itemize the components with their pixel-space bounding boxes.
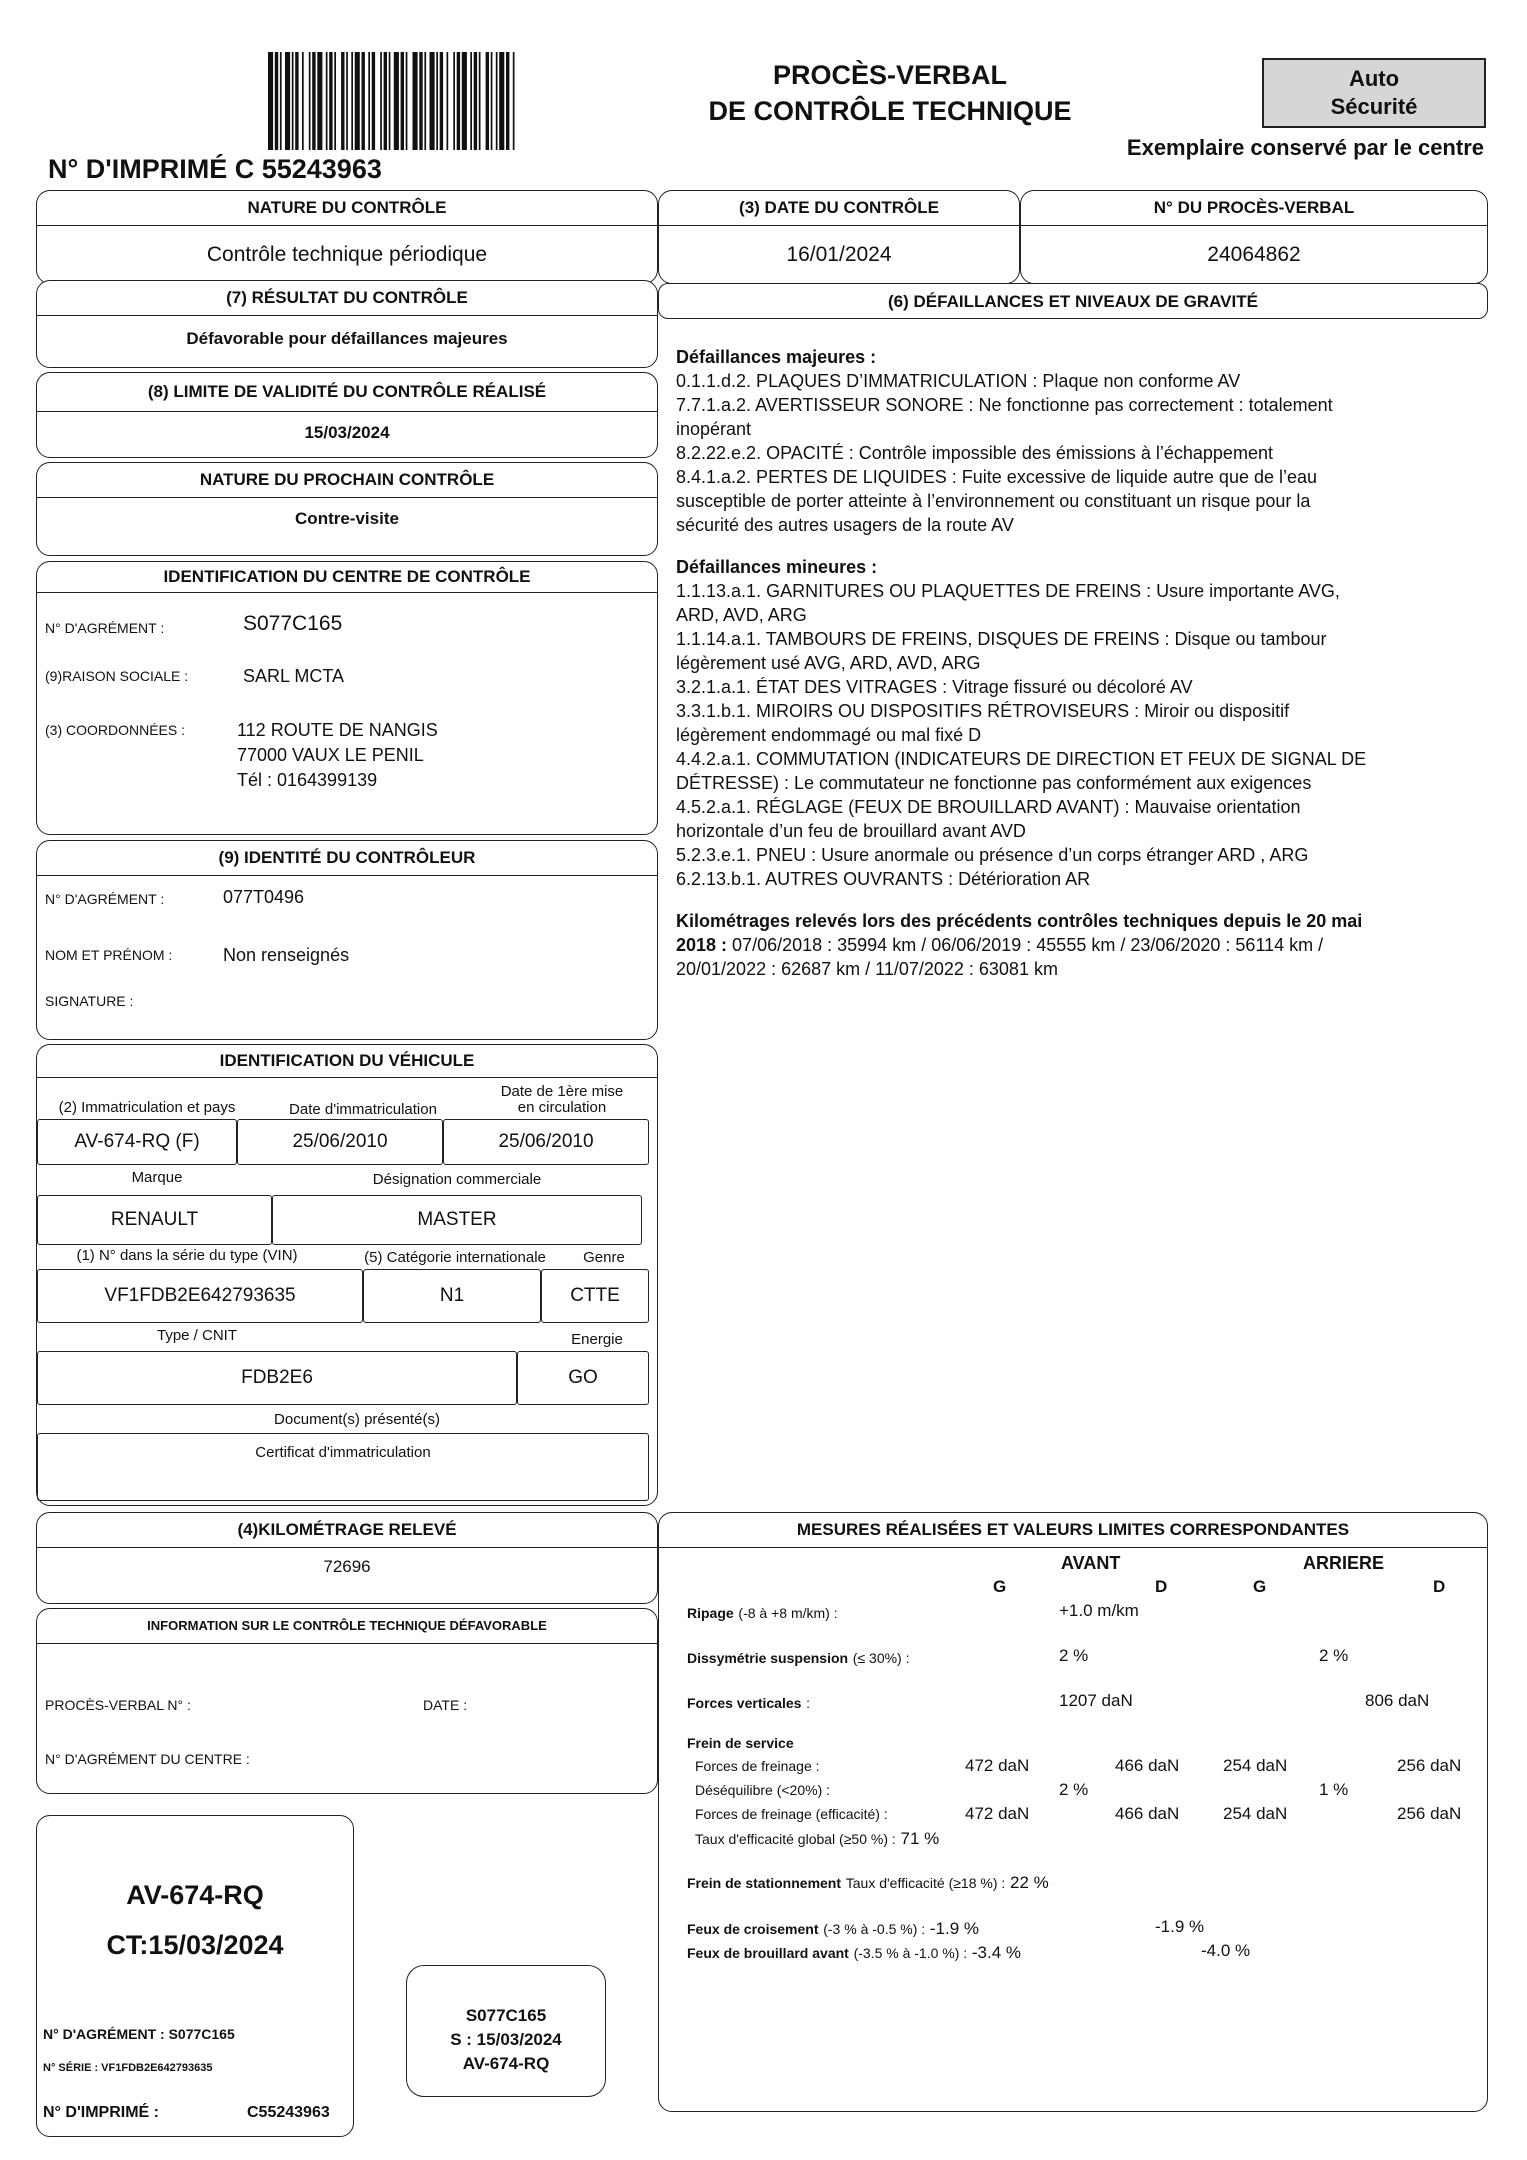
nature-controle-header: NATURE DU CONTRÔLE [37, 191, 657, 226]
barcode-bar [440, 52, 443, 150]
mineure-line: 3.2.1.a.1. ÉTAT DES VITRAGES : Vitrage fissuré ou décoloré AV [676, 677, 1193, 697]
immat-value: AV-674-RQ (F) [37, 1119, 237, 1165]
vin-label: (1) N° dans la série du type (VIN) [76, 1247, 298, 1264]
date-value: 16/01/2024 [786, 243, 892, 266]
barcode-bar [491, 52, 493, 150]
vignette-serie: N° SÉRIE : VF1FDB2E642793635 [43, 2062, 213, 2074]
nature-controle-value: Contrôle technique périodique [206, 243, 488, 266]
barcode-bar [479, 52, 481, 150]
ffe-ard: 256 daN [1397, 1804, 1462, 1823]
defaillances-content [676, 345, 1476, 981]
controleur-agrement-label: N° D'AGRÉMENT : [45, 891, 165, 907]
mineure-line: 6.2.13.b.1. AUTRES OUVRANTS : Détérioration AR [676, 869, 1091, 889]
controleur-nom-label: NOM ET PRÉNOM : [45, 947, 173, 963]
marque-value: RENAULT [37, 1195, 272, 1245]
resultat-value: Défavorable pour défaillances majeures [186, 329, 508, 348]
fv-avant: 1207 daN [1059, 1691, 1133, 1710]
arriere-header: ARRIERE [1303, 1553, 1385, 1573]
centre-raison: SARL MCTA [243, 666, 345, 686]
croise-d: -1.9 % [1155, 1917, 1205, 1936]
centre-agrement-label: N° D'AGRÉMENT : [45, 620, 165, 636]
barcode-bar [334, 52, 336, 150]
mineure-line: horizontale d’un feu de brouillard avant AVD [676, 821, 1026, 841]
resultat-box [36, 280, 658, 368]
barcode-bar [362, 52, 365, 150]
barcode-bar [268, 52, 273, 150]
documents-label: Document(s) présenté(s) [274, 1411, 440, 1428]
marque-label: Marque [131, 1169, 183, 1186]
barcode-bar [355, 52, 360, 150]
imprime-number: N° D'IMPRIMÉ C 55243963 [48, 154, 382, 184]
info-defav-header: INFORMATION SUR LE CONTRÔLE TECHNIQUE DÉFAVORABLE [37, 1609, 657, 1644]
barcode-bar [453, 52, 455, 150]
stat-row [687, 1873, 1049, 1893]
majeures-title: Défaillances majeures : [676, 347, 877, 367]
limite-header: (8) LIMITE DE VALIDITÉ DU CONTRÔLE RÉALISÉ [37, 373, 657, 412]
centre-addr2: 77000 VAUX LE PENIL [237, 745, 424, 765]
majeure-line: 0.1.1.d.2. PLAQUES D’IMMATRICULATION : Plaque non conforme AV [676, 371, 1241, 391]
stamp-box [406, 1965, 606, 2097]
mineures-title: Défaillances mineures : [676, 557, 878, 577]
barcode-bar [309, 52, 311, 150]
ripage-row [687, 1603, 838, 1623]
ffe-arg: 254 daN [1223, 1804, 1288, 1823]
barcode [268, 52, 518, 150]
fv-row [687, 1693, 810, 1713]
prochain-header: NATURE DU PROCHAIN CONTRÔLE [37, 463, 657, 498]
stat-limit: Taux d'efficacité (≥18 %) : [845, 1875, 1006, 1891]
ff-arg: 254 daN [1223, 1756, 1288, 1775]
dissym-limit: (≤ 30%) : [852, 1650, 910, 1666]
stat-label: Frein de stationnement [687, 1875, 842, 1891]
barcode-bar [430, 52, 435, 150]
barcode-bar [499, 52, 504, 150]
centre-addr1: 112 ROUTE DE NANGIS [237, 720, 438, 740]
premiere-label-1: Date de 1ère mise [500, 1083, 624, 1100]
pv-box [1020, 190, 1488, 284]
mineure-line: légèrement endommagé ou mal fixé D [676, 725, 982, 745]
vehicule-box [36, 1044, 658, 1506]
majeure-line: inopérant [676, 419, 752, 439]
defaillances-header-box [658, 283, 1488, 319]
vignette-box [36, 1815, 354, 2137]
barcode-bar [406, 52, 408, 150]
vignette-ct: CT:15/03/2024 [106, 1930, 284, 1960]
vignette-imprime: C55243963 [247, 2104, 330, 2121]
mineure-line: 3.3.1.b.1. MIROIRS OU DISPOSITIFS RÉTROVISEURS : Miroir ou dispositif [676, 701, 1290, 721]
majeure-line: 7.7.1.a.2. AVERTISSEUR SONORE : Ne fonctionne pas correctement : totalement [676, 395, 1333, 415]
limite-box [36, 372, 658, 458]
brouill-label: Feux de brouillard avant [687, 1945, 849, 1961]
page-title-line2: DE CONTRÔLE TECHNIQUE [708, 96, 1072, 126]
centre-header: IDENTIFICATION DU CENTRE DE CONTRÔLE [37, 562, 657, 593]
prochain-value: Contre-visite [295, 509, 399, 528]
centre-agrement: S077C165 [243, 612, 343, 635]
centre-box [36, 561, 658, 835]
ffe-avd: 466 daN [1115, 1804, 1180, 1823]
stamp-line3: AV-674-RQ [462, 2054, 550, 2073]
croise-row [687, 1919, 979, 1939]
mineure-line: 1.1.14.a.1. TAMBOURS DE FREINS, DISQUES DE FREINS : Disque ou tambour [676, 629, 1327, 649]
barcode-bar [394, 52, 399, 150]
majeure-line: 8.4.1.a.2. PERTES DE LIQUIDES : Fuite excessive de liquide autre que de l’eau [676, 467, 1318, 487]
ff-label: Forces de freinage : [695, 1758, 820, 1774]
avant-g: G [993, 1577, 1007, 1596]
date-immat-value: 25/06/2010 [237, 1119, 443, 1165]
ripage-label: Ripage [687, 1605, 734, 1621]
barcode-bar [513, 52, 515, 150]
premiere-value: 25/06/2010 [443, 1119, 649, 1165]
barcode-bar [447, 52, 449, 150]
barcode-bar [302, 52, 304, 150]
controleur-header: (9) IDENTITÉ DU CONTRÔLEUR [37, 841, 657, 876]
brand-line2: Sécurité [1330, 94, 1418, 119]
limite-value: 15/03/2024 [304, 423, 390, 442]
mineure-line: 1.1.13.a.1. GARNITURES OU PLAQUETTES DE FREINS : Usure importante AVG, [676, 581, 1340, 601]
vignette-imprime-label: N° D'IMPRIMÉ : [43, 2104, 159, 2121]
barcode-bar [275, 52, 278, 150]
dissym-row [687, 1648, 910, 1668]
brouill-limit: (-3.5 % à -1.0 %) : [853, 1945, 968, 1961]
controleur-agrement: 077T0496 [223, 887, 305, 907]
fs-label: Frein de service [687, 1735, 794, 1751]
type-label: Type / CNIT [156, 1327, 238, 1344]
barcode-bar [368, 52, 370, 150]
brouill-row [687, 1943, 1021, 1963]
barcode-bar [424, 52, 426, 150]
mineure-line: 5.2.3.e.1. PNEU : Usure anormale ou présence d’un corps étranger ARD , ARG [676, 845, 1309, 865]
energie-label: Energie [571, 1331, 623, 1348]
km-history-line2: 20/01/2022 : 62687 km / 11/07/2022 : 63081 km [676, 959, 1058, 979]
designation-value: MASTER [272, 1195, 642, 1245]
majeure-line: sécurité des autres usagers de la route AV [676, 515, 1014, 535]
avant-header: AVANT [1061, 1553, 1121, 1573]
barcode-bar [506, 52, 509, 150]
fv-label: Forces verticales [687, 1695, 802, 1711]
arriere-d: D [1433, 1577, 1446, 1596]
energie-value: GO [517, 1351, 649, 1405]
croise-g: -1.9 % [929, 1919, 980, 1938]
barcode-bar [326, 52, 328, 150]
barcode-bar [372, 52, 375, 150]
controleur-box [36, 840, 658, 1040]
fv-colon: : [806, 1695, 811, 1711]
barcode-bar [341, 52, 344, 150]
dissym-arriere: 2 % [1319, 1646, 1349, 1665]
centre-coord-label: (3) COORDONNÉES : [45, 722, 186, 738]
barcode-bar [351, 52, 353, 150]
barcode-bar [285, 52, 290, 150]
pv-value: 24064862 [1207, 243, 1301, 266]
ff-avg: 472 daN [965, 1756, 1030, 1775]
taux-value: 71 % [900, 1829, 940, 1848]
date-immat-label: Date d'immatriculation [289, 1101, 437, 1118]
stat-value: 22 % [1010, 1873, 1049, 1892]
barcode-bar [401, 52, 404, 150]
deseq-avant: 2 % [1059, 1780, 1089, 1799]
kilometrage-value: 72696 [323, 1557, 371, 1576]
majeure-line: 8.2.22.e.2. OPACITÉ : Contrôle impossible des émissions à l’échappement [676, 443, 1273, 463]
barcode-bar [295, 52, 298, 150]
mineures-list [676, 579, 1476, 891]
barcode-bar [346, 52, 348, 150]
barcode-bar [312, 52, 315, 150]
ripage-limit: (-8 à +8 m/km) : [738, 1605, 838, 1621]
designation-label: Désignation commerciale [372, 1171, 542, 1188]
nature-controle-box [36, 190, 658, 284]
barcode-bar [486, 52, 489, 150]
barcode-bar [329, 52, 332, 150]
vehicule-header: IDENTIFICATION DU VÉHICULE [37, 1045, 657, 1078]
barcode-bar [462, 52, 467, 150]
barcode-bar [317, 52, 322, 150]
ff-avd: 466 daN [1115, 1756, 1180, 1775]
mesures-box [658, 1512, 1488, 2112]
date-header: (3) DATE DU CONTRÔLE [659, 191, 1019, 226]
brouill-d: -4.0 % [1201, 1941, 1251, 1960]
ff-ard: 256 daN [1397, 1756, 1462, 1775]
kilometrage-box [36, 1512, 658, 1604]
barcode-bar [384, 52, 387, 150]
fv-arriere: 806 daN [1365, 1691, 1430, 1710]
barcode-bar [292, 52, 294, 150]
barcode-bar [280, 52, 282, 150]
barcode-graphic [268, 52, 518, 150]
taux-label: Taux d'efficacité global (≥50 %) : [695, 1831, 896, 1847]
barcode-bar [496, 52, 498, 150]
centre-raison-label: (9)RAISON SOCIALE : [45, 668, 189, 684]
croise-limit: (-3 % à -0.5 %) : [823, 1921, 926, 1937]
immat-label: (2) Immatriculation et pays [58, 1099, 236, 1116]
barcode-bar [380, 52, 382, 150]
mineure-line: ARD, AVD, ARG [676, 605, 807, 625]
mineure-line: 4.4.2.a.1. COMMUTATION (INDICATEURS DE DIRECTION ET FEUX DE SIGNAL DE [676, 749, 1367, 769]
barcode-bar [436, 52, 438, 150]
ffe-label: Forces de freinage (efficacité) : [695, 1806, 888, 1822]
documents-value: Certificat d'immatriculation [37, 1433, 649, 1501]
majeures-list [676, 369, 1476, 537]
vignette-agrement: N° D'AGRÉMENT : S077C165 [43, 2026, 235, 2042]
vignette-plate: AV-674-RQ [126, 1880, 264, 1910]
deseq-label: Déséquilibre (<20%) : [695, 1782, 831, 1798]
brouill-g: -3.4 % [971, 1943, 1022, 1962]
dissym-avant: 2 % [1059, 1646, 1089, 1665]
taux-row [695, 1829, 939, 1849]
stamp-line1: S077C165 [465, 2006, 547, 2025]
avant-d: D [1155, 1577, 1168, 1596]
controleur-nom: Non renseignés [223, 945, 350, 965]
mineure-line: légèrement usé AVG, ARD, AVD, ARG [676, 653, 981, 673]
type-value: FDB2E6 [37, 1351, 517, 1405]
genre-label: Genre [583, 1249, 625, 1266]
prochain-box [36, 462, 658, 556]
exemplaire-note: Exemplaire conservé par le centre [1126, 135, 1484, 160]
barcode-bar [389, 52, 391, 150]
categorie-value: N1 [363, 1269, 541, 1323]
stamp-line2: S : 15/03/2024 [450, 2030, 562, 2049]
genre-value: CTTE [541, 1269, 649, 1323]
info-pv-label: PROCÈS-VERBAL N° : [45, 1697, 191, 1713]
brand-box [1262, 58, 1486, 128]
km-history-line1 [676, 933, 1476, 957]
kilometrage-header: (4)KILOMÉTRAGE RELEVÉ [37, 1513, 657, 1548]
controleur-signature-label: SIGNATURE : [45, 993, 134, 1009]
page-title-line1: PROCÈS-VERBAL [772, 60, 1008, 90]
majeure-line: susceptible de porter atteinte à l’environnement ou constituant un risque pour la [676, 491, 1311, 511]
km-history-title: Kilométrages relevés lors des précédents contrôles techniques depuis le 20 mai [676, 911, 1363, 931]
info-defav-box [36, 1608, 658, 1794]
categorie-label: (5) Catégorie internationale [364, 1249, 546, 1266]
resultat-header: (7) RÉSULTAT DU CONTRÔLE [37, 281, 657, 316]
arriere-g: G [1253, 1577, 1267, 1596]
barcode-bar [419, 52, 422, 150]
barcode-bar [474, 52, 477, 150]
pv-header: N° DU PROCÈS-VERBAL [1021, 191, 1487, 226]
barcode-bar [457, 52, 460, 150]
deseq-arriere: 1 % [1319, 1780, 1349, 1799]
km-history-values1: 07/06/2018 : 35994 km / 06/06/2019 : 45555 km / 23/06/2020 : 56114 km / [727, 935, 1324, 955]
mineure-line: 4.5.2.a.1. RÉGLAGE (FEUX DE BROUILLARD AVANT) : Mauvaise orientation [676, 797, 1301, 817]
defaillances-header: (6) DÉFAILLANCES ET NIVEAUX DE GRAVITÉ [888, 292, 1258, 311]
info-agrement-label: N° D'AGRÉMENT DU CENTRE : [45, 1751, 250, 1767]
premiere-label-2: en circulation [517, 1099, 607, 1116]
ripage-value: +1.0 m/km [1059, 1601, 1139, 1620]
brand-line1: Auto [1348, 66, 1400, 91]
vin-value: VF1FDB2E642793635 [37, 1269, 363, 1323]
ffe-avg: 472 daN [965, 1804, 1030, 1823]
date-box [658, 190, 1020, 284]
croise-label: Feux de croisement [687, 1921, 819, 1937]
info-date-label: DATE : [423, 1697, 468, 1713]
mineure-line: DÉTRESSE) : Le commutateur ne fonctionne pas conformément aux exigences [676, 773, 1312, 793]
mesures-header: MESURES RÉALISÉES ET VALEURS LIMITES CORRESPONDANTES [659, 1513, 1487, 1548]
barcode-bar [470, 52, 472, 150]
centre-tel: Tél : 0164399139 [237, 770, 378, 790]
barcode-bar [413, 52, 418, 150]
km-history-year: 2018 : [676, 935, 728, 955]
dissym-label: Dissymétrie suspension [687, 1650, 849, 1666]
